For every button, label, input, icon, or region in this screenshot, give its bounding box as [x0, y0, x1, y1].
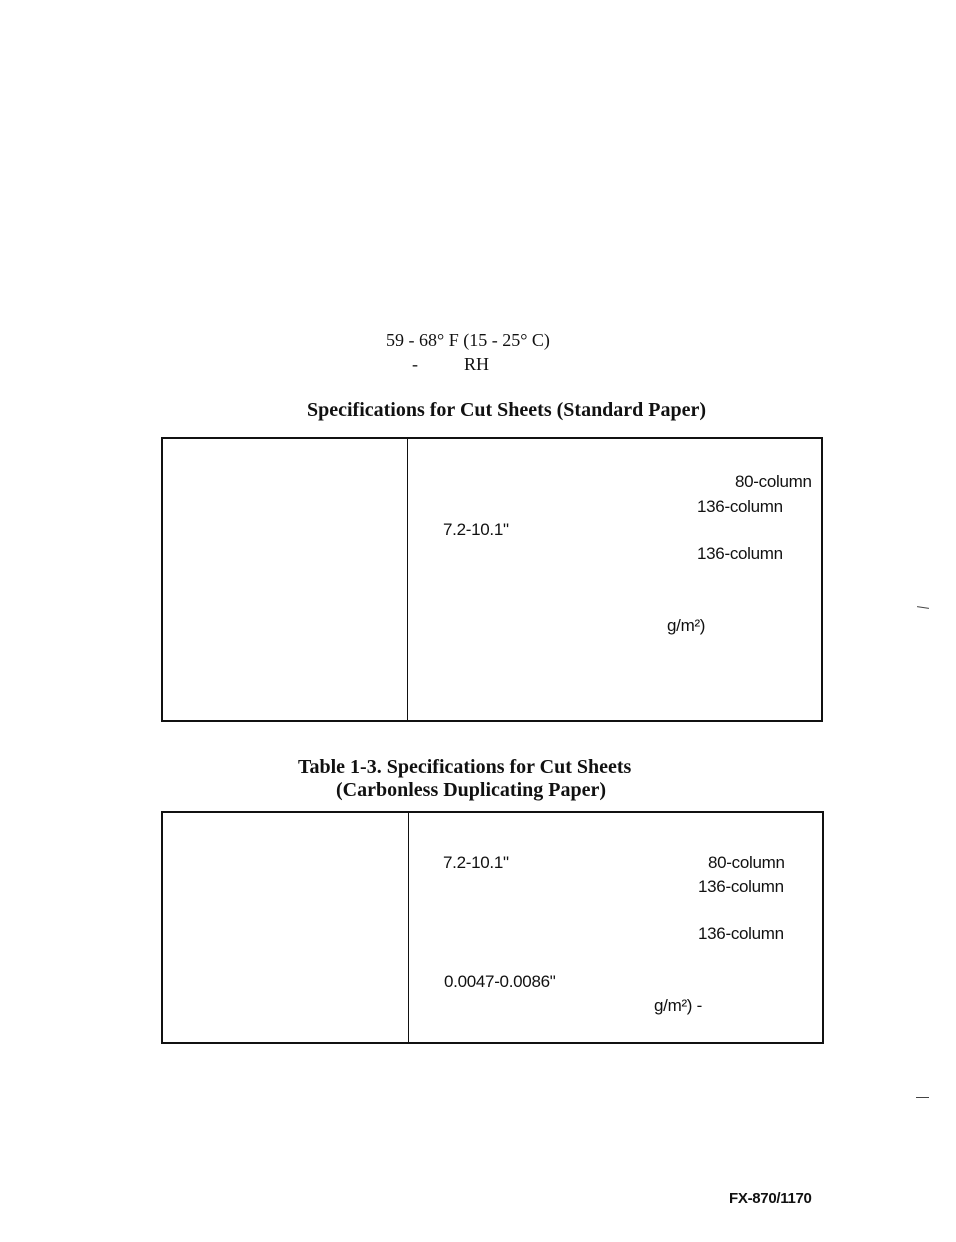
- standard-width-80: 80-column: [735, 472, 812, 491]
- carbonless-length-136: 136-column: [698, 924, 784, 943]
- humidity-dash: -: [412, 354, 418, 374]
- carbonless-thickness: 0.0047-0.0086": [444, 972, 556, 991]
- carbonless-width-136: 136-column: [698, 877, 784, 896]
- standard-width-136: 136-column: [697, 497, 783, 516]
- table-standard-divider: [407, 439, 408, 720]
- table-standard: [161, 437, 823, 722]
- humidity-unit: RH: [464, 354, 490, 374]
- temperature-spec: 59 - 68° F (15 - 25° C): [386, 330, 550, 350]
- footer-model: FX-870/1170: [729, 1190, 812, 1207]
- table-carbonless-divider: [408, 813, 409, 1042]
- table-carbonless-caption-line1: Table 1-3. Specifications for Cut Sheets: [298, 756, 632, 778]
- carbonless-width-range: 7.2-10.1": [443, 853, 509, 872]
- carbonless-weight-unit: g/m²) -: [654, 996, 702, 1015]
- carbonless-width-80: 80-column: [708, 853, 785, 872]
- edge-scan-mark: [917, 606, 929, 609]
- edge-scan-mark: [916, 1097, 929, 1098]
- table-carbonless-caption-line2: (Carbonless Duplicating Paper): [336, 779, 606, 801]
- standard-weight-unit: g/m²): [667, 616, 706, 635]
- standard-length-136: 136-column: [697, 544, 783, 563]
- table-standard-caption: Specifications for Cut Sheets (Standard Paper): [307, 399, 707, 421]
- standard-length: 7.2-10.1": [443, 520, 509, 539]
